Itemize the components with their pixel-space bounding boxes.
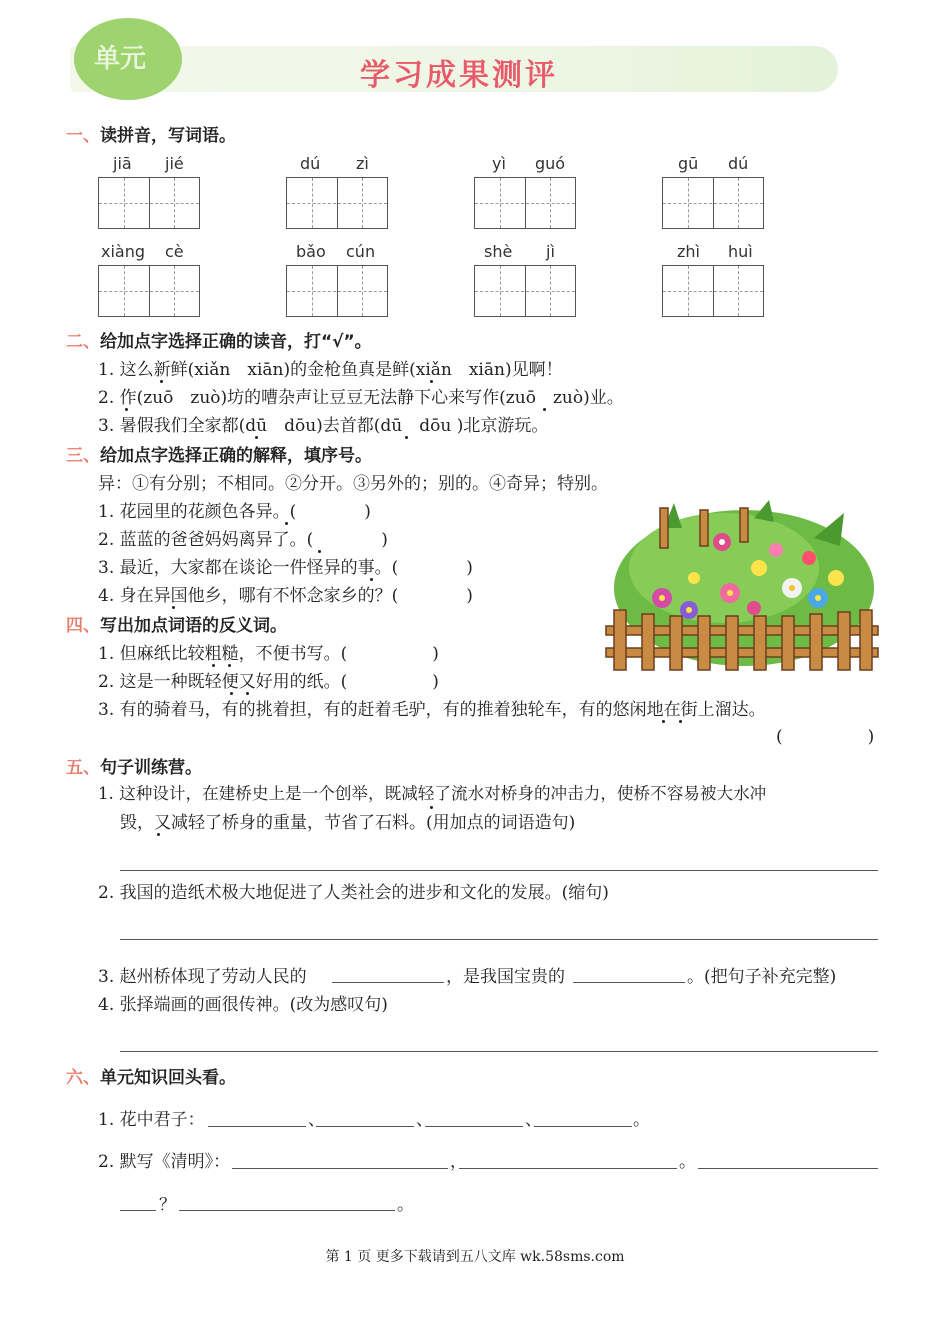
pinyin: shè — [484, 242, 513, 261]
unit-badge — [74, 18, 182, 100]
section-title: 读拼音，写词语。 — [100, 126, 236, 146]
emphasis-dot — [370, 578, 373, 581]
pinyin: yì — [492, 154, 506, 173]
emphasis-dot — [430, 806, 433, 809]
answer-blank[interactable] — [573, 982, 685, 983]
pinyin: guó — [535, 154, 566, 173]
pinyin: dú — [728, 154, 749, 173]
period: 。 — [633, 1110, 650, 1130]
page-footer: 第 1 页 更多下载请到五八文库 wk.58sms.com — [325, 1249, 625, 1265]
emphasis-dot — [430, 380, 433, 383]
section-number: 一、 — [66, 126, 100, 146]
question-line: 3. 暑假我们全家都(dū dōu)去首都(dū dōu )北京游玩。 — [98, 416, 549, 436]
period: 。 — [397, 1195, 414, 1215]
emphasis-dot — [160, 380, 163, 383]
answer-line[interactable] — [120, 1051, 878, 1052]
section-5-heading — [66, 753, 202, 778]
answer-blank[interactable] — [179, 1210, 395, 1211]
emphasis-dot — [679, 720, 682, 723]
writing-grid[interactable] — [98, 265, 200, 317]
pinyin: xiàng — [101, 242, 146, 261]
answer-line[interactable] — [120, 870, 878, 871]
emphasis-dot — [212, 664, 215, 667]
question-line: 毁，又减轻了桥身的重量，节省了石料。(用加点的词语造句) — [120, 813, 576, 833]
period: 。 — [679, 1152, 696, 1172]
question-mark: ？ — [159, 1195, 176, 1215]
writing-grid[interactable] — [286, 177, 388, 229]
separator: 、 — [308, 1110, 325, 1130]
writing-grid[interactable] — [662, 177, 764, 229]
question-line: 3. 赵州桥体现了劳动人民的 — [98, 967, 307, 987]
emphasis-dot — [157, 833, 160, 836]
section-3-heading — [66, 441, 372, 466]
emphasis-dot — [285, 522, 288, 525]
question-line: 1. 花中君子： — [98, 1110, 205, 1130]
pinyin: zhì — [677, 242, 700, 261]
question-line: 4. 身在异国他乡，哪有不怀念家乡的？( ) — [98, 586, 473, 606]
pinyin: cún — [346, 242, 376, 261]
answer-blank[interactable] — [425, 1126, 523, 1127]
section-number: 五、 — [66, 758, 100, 778]
comma: ， — [450, 1152, 467, 1172]
section-number: 四、 — [66, 616, 100, 636]
answer-blank[interactable] — [459, 1168, 677, 1169]
answer-line[interactable] — [120, 939, 878, 940]
emphasis-dot — [543, 408, 546, 411]
definition-line: 异：①有分别；不相同。②分开。③另外的；别的。④奇异；特别。 — [98, 474, 608, 494]
emphasis-dot — [255, 436, 258, 439]
pinyin: dú — [300, 154, 321, 173]
section-number: 二、 — [66, 332, 100, 352]
answer-blank[interactable] — [316, 1126, 414, 1127]
question-line: 1. 这种设计，在建桥史上是一个创举，既减轻了流水对桥身的冲击力，使桥不容易被大水冲 — [98, 784, 767, 803]
answer-blank[interactable] — [208, 1126, 306, 1127]
answer-blank[interactable] — [534, 1126, 632, 1127]
question-line: 2. 作(zuō zuò)坊的嘈杂声让豆豆无法静下心来写作(zuō zuò)业。 — [98, 388, 624, 408]
question-line: 1. 但麻纸比较粗糙，不便书写。( ) — [98, 644, 439, 664]
section-4-heading — [66, 611, 287, 636]
emphasis-dot — [662, 720, 665, 723]
writing-grid[interactable] — [286, 265, 388, 317]
pinyin: jì — [546, 242, 555, 261]
question-line: 3. 有的骑着马，有的挑着担，有的赶着毛驴，有的推着独轮车，有的悠闲地在街上溜达。 — [98, 700, 766, 720]
question-line: 1. 花园里的花颜色各异。( ) — [98, 502, 371, 522]
question-line: 1. 这么新鲜(xiǎn xiān)的金枪鱼真是鲜(xiǎn xiān)见啊！ — [98, 360, 563, 380]
separator: 、 — [416, 1110, 433, 1130]
emphasis-dot — [318, 550, 321, 553]
question-line: 2. 我国的造纸术极大地促进了人类社会的进步和文化的发展。(缩句) — [98, 883, 609, 903]
section-title: 给加点字选择正确的读音，打“√”。 — [100, 332, 372, 352]
emphasis-dot — [405, 436, 408, 439]
pinyin: huì — [728, 242, 753, 261]
emphasis-dot — [228, 664, 231, 667]
question-line: 3. 最近，大家都在谈论一件怪异的事。( ) — [98, 558, 473, 578]
pinyin: zì — [356, 154, 369, 173]
pinyin: jié — [165, 154, 184, 173]
pinyin: cè — [165, 242, 184, 261]
pinyin: gū — [678, 154, 699, 173]
section-number: 六、 — [66, 1068, 100, 1088]
emphasis-dot — [125, 408, 128, 411]
question-line: 4. 张择端画的画很传神。(改为感叹句) — [98, 995, 388, 1015]
question-line: 2. 默写《清明》： — [98, 1152, 231, 1172]
question-line: 2. 蓝蓝的爸爸妈妈离异了。( ) — [98, 530, 388, 550]
section-title: 单元知识回头看。 — [100, 1068, 236, 1088]
answer-blank[interactable] — [232, 1168, 448, 1169]
page-title: 学习成果测评 — [360, 58, 558, 93]
section-title: 给加点字选择正确的解释，填序号。 — [100, 446, 372, 466]
section-number: 三、 — [66, 446, 100, 466]
section-6-heading — [66, 1063, 236, 1088]
emphasis-dot — [172, 606, 175, 609]
section-title: 写出加点词语的反义词。 — [100, 616, 287, 636]
pinyin: bǎo — [296, 242, 326, 261]
answer-blank[interactable] — [332, 982, 444, 983]
answer-blank[interactable] — [120, 1210, 156, 1211]
writing-grid[interactable] — [98, 177, 200, 229]
writing-grid[interactable] — [474, 177, 576, 229]
section-2-heading — [66, 327, 372, 352]
question-line: 。(把句子补充完整) — [687, 967, 837, 987]
separator: 、 — [525, 1110, 542, 1130]
emphasis-dot — [246, 692, 249, 695]
question-line: 2. 这是一种既轻便又好用的纸。( ) — [98, 672, 439, 692]
writing-grid[interactable] — [474, 265, 576, 317]
pinyin: jiā — [113, 154, 132, 173]
section-1-heading — [66, 121, 236, 146]
garden-illustration — [604, 498, 880, 672]
unit-badge-text: 单元 — [94, 44, 147, 74]
emphasis-dot — [230, 692, 233, 695]
answer-paren[interactable]: ( ) — [776, 727, 875, 747]
question-line: ，是我国宝贵的 — [446, 967, 565, 987]
answer-blank[interactable] — [698, 1168, 878, 1169]
writing-grid[interactable] — [662, 265, 764, 317]
section-title: 句子训练营。 — [100, 758, 202, 778]
